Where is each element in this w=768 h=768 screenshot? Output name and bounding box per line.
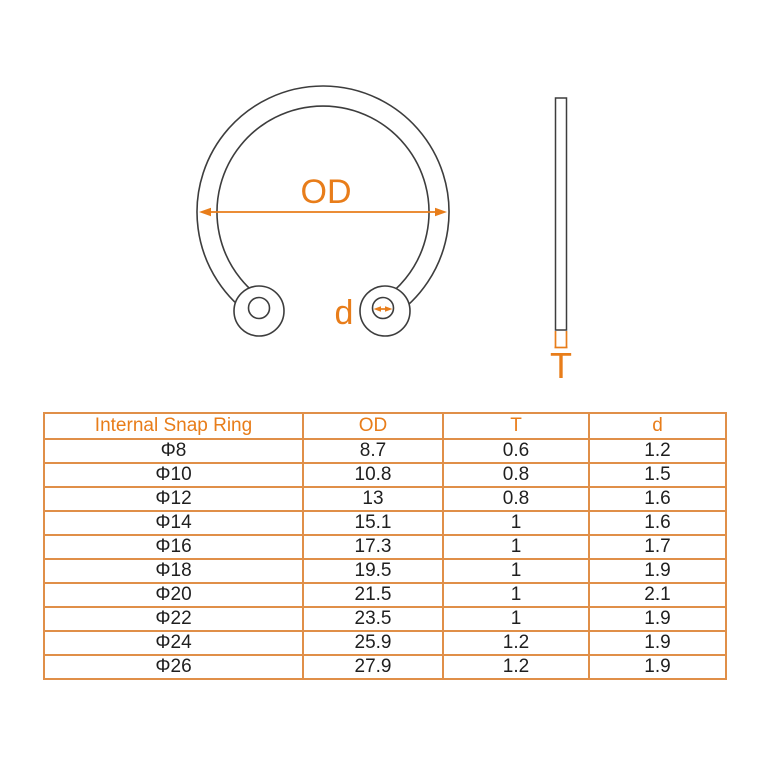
table-cell: 8.7 (303, 439, 443, 463)
table-cell: 19.5 (303, 559, 443, 583)
table-row (44, 583, 726, 607)
table-cell: Φ20 (44, 583, 303, 607)
spec-table-header (44, 413, 726, 439)
table-cell: 1.7 (589, 535, 726, 559)
table-row (44, 559, 726, 583)
col-header-od: OD (303, 413, 443, 439)
table-cell: 1.9 (589, 607, 726, 631)
snap-ring-front-view (197, 86, 449, 336)
table-cell: 1 (443, 559, 589, 583)
od-arrowhead-right-icon (435, 208, 447, 216)
od-dimension (199, 173, 447, 216)
table-row (44, 631, 726, 655)
table-cell: Φ8 (44, 439, 303, 463)
header-row (44, 413, 726, 439)
table-cell: 0.8 (443, 463, 589, 487)
od-dimension-label: OD (300, 173, 352, 211)
t-dimension (550, 331, 572, 386)
spec-table (43, 412, 727, 680)
table-cell: 1 (443, 583, 589, 607)
table-cell: Φ18 (44, 559, 303, 583)
t-dimension-label: T (550, 345, 572, 386)
table-cell: 17.3 (303, 535, 443, 559)
table-cell: 2.1 (589, 583, 726, 607)
table-cell: Φ14 (44, 511, 303, 535)
table-cell: 13 (303, 487, 443, 511)
table-cell: 1.9 (589, 655, 726, 679)
table-cell: 0.8 (443, 487, 589, 511)
table-cell: 1.2 (443, 655, 589, 679)
table-cell: Φ12 (44, 487, 303, 511)
table-cell: Φ26 (44, 655, 303, 679)
table-cell: 10.8 (303, 463, 443, 487)
table-cell: Φ16 (44, 535, 303, 559)
table-cell: 25.9 (303, 631, 443, 655)
table-cell: 1 (443, 511, 589, 535)
ring-left-hole (249, 298, 270, 319)
table-row (44, 463, 726, 487)
table-cell: 1.9 (589, 631, 726, 655)
od-arrowhead-left-icon (199, 208, 211, 216)
ring-right-hole (373, 298, 394, 319)
table-cell: 1.6 (589, 511, 726, 535)
table-cell: 1 (443, 607, 589, 631)
table-cell: Φ10 (44, 463, 303, 487)
col-header-t: T (443, 413, 589, 439)
table-cell: 1 (443, 535, 589, 559)
col-header-d: d (589, 413, 726, 439)
table-row (44, 511, 726, 535)
table-cell: Φ24 (44, 631, 303, 655)
table-row (44, 439, 726, 463)
table-cell: 23.5 (303, 607, 443, 631)
table-row (44, 535, 726, 559)
table-cell: 1.6 (589, 487, 726, 511)
table-cell: 15.1 (303, 511, 443, 535)
table-cell: 1.2 (589, 439, 726, 463)
table-cell: 1.9 (589, 559, 726, 583)
table-cell: 27.9 (303, 655, 443, 679)
table-row (44, 607, 726, 631)
table-cell: 1.2 (443, 631, 589, 655)
table-cell: 0.6 (443, 439, 589, 463)
side-view-bar (556, 98, 567, 330)
d-dimension-label: d (334, 294, 354, 332)
snap-ring-side-view (556, 98, 567, 330)
table-cell: 21.5 (303, 583, 443, 607)
col-header-size: Internal Snap Ring (44, 413, 303, 439)
table-cell: Φ22 (44, 607, 303, 631)
table-row (44, 487, 726, 511)
table-cell: 1.5 (589, 463, 726, 487)
table-row (44, 655, 726, 679)
spec-table-body (44, 439, 726, 679)
